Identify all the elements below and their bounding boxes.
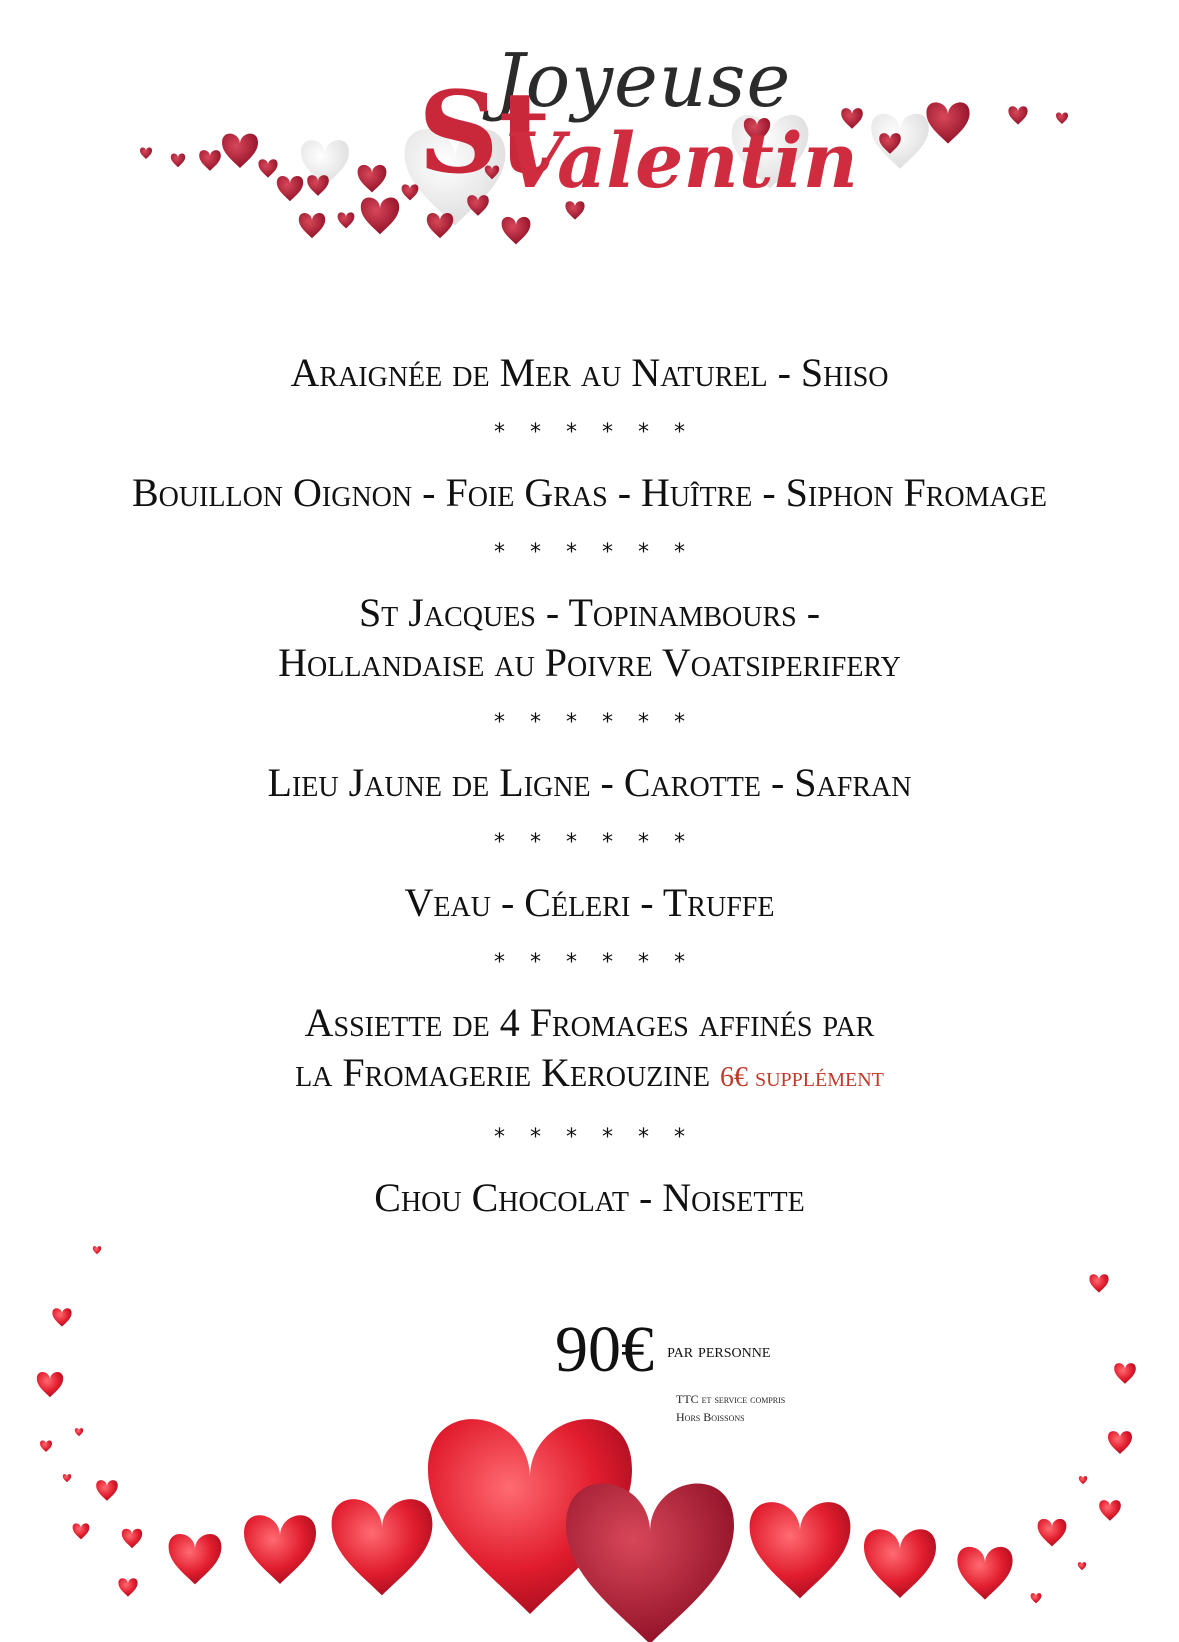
course-scallops-line1: St Jacques - Topinambours - bbox=[358, 590, 821, 635]
course-soup: Bouillon Oignon - Foie Gras - Huître - Siphon Fromage bbox=[131, 470, 1048, 515]
price-unit: par personne bbox=[667, 1340, 771, 1362]
red-heart-center bbox=[566, 1484, 734, 1642]
logo-valentin: Valentin bbox=[505, 116, 858, 205]
menu bbox=[0, 348, 1179, 1223]
course-fish: Lieu Jaune de Ligne - Carotte - Safran bbox=[267, 760, 912, 805]
logo-joyeuse: Joyeuse bbox=[495, 38, 792, 124]
course-cheese-line2 bbox=[0, 1048, 1179, 1103]
logo-st: St bbox=[418, 68, 551, 199]
red-hearts-right bbox=[1031, 1274, 1136, 1603]
red-hearts-left bbox=[37, 1246, 142, 1596]
separator: * * * * * * bbox=[494, 1125, 694, 1150]
separator: * * * * * * bbox=[494, 830, 694, 855]
course-veal: Veau - Céleri - Truffe bbox=[404, 880, 775, 925]
course-dessert: Chou Chocolat - Noisette bbox=[374, 1175, 805, 1220]
course-starter: Araignée de Mer au Naturel - Shiso bbox=[290, 350, 889, 395]
course-cheese-text: la Fromagerie Kerouzine bbox=[295, 1050, 710, 1095]
price-amount: 90€ bbox=[555, 1313, 654, 1386]
price-note-drinks: Hors Boissons bbox=[676, 1410, 745, 1424]
separator: * * * * * * bbox=[494, 950, 694, 975]
logo bbox=[0, 0, 1179, 320]
price-note-ttc: TTC et service compris bbox=[676, 1392, 786, 1406]
course-cheese-line1: Assiette de 4 Fromages affinés par bbox=[304, 1000, 875, 1045]
separator: * * * * * * bbox=[494, 540, 694, 565]
separator: * * * * * * bbox=[494, 420, 694, 445]
supplement-price: 6€ supplément bbox=[719, 1062, 884, 1093]
course-scallops-line2: Hollandaise au Poivre Voatsiperifery bbox=[278, 640, 901, 685]
separator: * * * * * * bbox=[494, 710, 694, 735]
price-block bbox=[555, 1312, 770, 1388]
